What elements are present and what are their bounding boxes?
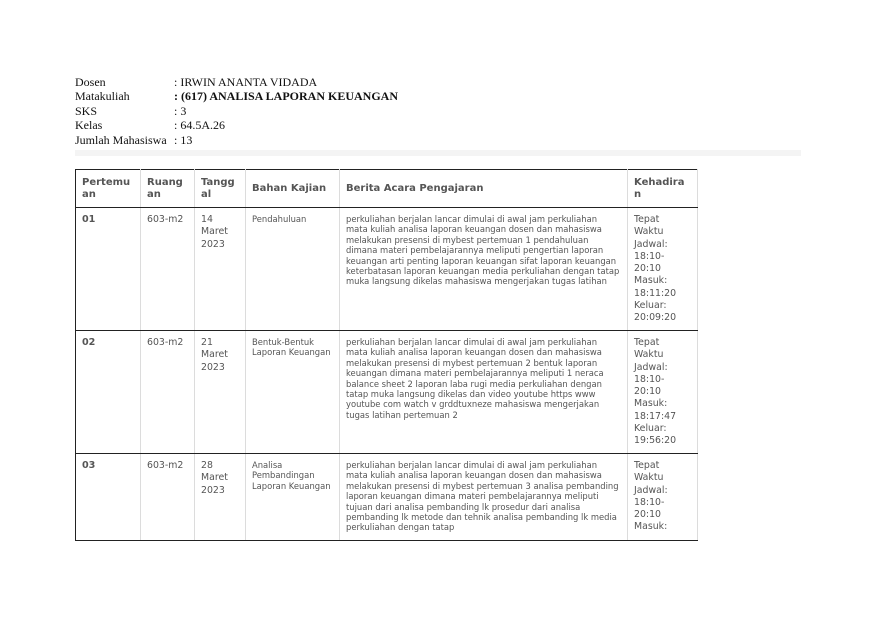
info-label: Kelas [75, 118, 103, 133]
cell-tanggal: 21 Maret 2023 [195, 331, 246, 454]
header-pertemuan: Pertemuan [76, 170, 141, 208]
header-bahan-kajian: Bahan Kajian [246, 170, 340, 208]
kehadiran-keluar: Keluar: 20:09:20 [634, 300, 677, 324]
cell-kehadiran [628, 331, 698, 454]
kehadiran-masuk: Masuk: 18:17:47 [634, 398, 677, 422]
info-value: : (617) ANALISA LAPORAN KEUANGAN [174, 89, 399, 104]
kehadiran-status: Tepat Waktu [634, 214, 664, 238]
kehadiran-jadwal: Jadwal: 18:10-20:10 [634, 238, 668, 275]
cell-ruangan: 603-m2 [141, 454, 195, 541]
info-row-kelas [75, 118, 398, 132]
cell-bahan-kajian: Pendahuluan [246, 208, 340, 331]
kehadiran-jadwal: Jadwal: 18:10-20:10 [634, 484, 668, 521]
kehadiran-status: Tepat Waktu [634, 337, 664, 361]
cell-berita-acara: perkuliahan berjalan lancar dimulai di awal jam perkuliahan mata kuliah analisa laporan keuangan dosen dan mahasiswa melakukan presensi di mybest pertemuan 2 bentuk laporan keuangan dimana materi pembelajarannya meliputi 1 neraca balance sheet 2 laporan laba rugi media perkuliahan dengan tatap muka langsung dikelas dan video youtube https www youtube com watch v grddtuxneze mahasiswa mengerjakan tugas latihan pertemuan 2 [340, 331, 628, 454]
table-row [76, 331, 698, 454]
divider [75, 150, 801, 156]
info-value: : 64.5A.26 [174, 118, 225, 133]
table-header-row [76, 170, 698, 208]
info-label: Jumlah Mahasiswa [75, 132, 167, 147]
table-row [76, 454, 698, 541]
header-tanggal: Tanggal [195, 170, 246, 208]
cell-pertemuan: 02 [76, 331, 141, 454]
info-row-dosen [75, 75, 398, 89]
info-label: Matakuliah [75, 89, 130, 104]
cell-bahan-kajian: Analisa Pembandingan Laporan Keuangan [246, 454, 340, 541]
info-row-matakuliah [75, 89, 398, 103]
info-value: : 13 [174, 132, 193, 147]
cell-pertemuan: 03 [76, 454, 141, 541]
info-row-sks [75, 104, 398, 118]
header-berita-acara: Berita Acara Pengajaran [340, 170, 628, 208]
cell-tanggal: 28 Maret 2023 [195, 454, 246, 541]
kehadiran-status: Tepat Waktu [634, 460, 664, 484]
kehadiran-masuk: Masuk: 18:11:20 [634, 275, 677, 299]
berita-acara-table [75, 169, 698, 541]
cell-ruangan: 603-m2 [141, 208, 195, 331]
header-ruangan: Ruangan [141, 170, 195, 208]
cell-bahan-kajian: Bentuk-Bentuk Laporan Keuangan [246, 331, 340, 454]
header-kehadiran: Kehadiran [628, 170, 698, 208]
cell-kehadiran [628, 454, 698, 541]
info-label: SKS [75, 103, 98, 118]
cell-berita-acara: perkuliahan berjalan lancar dimulai di awal jam perkuliahan mata kuliah analisa laporan keuangan dosen dan mahasiswa melakukan presensi di mybest pertemuan 1 pendahuluan dimana materi pembelajarannya meliputi pengertian laporan keuangan arti penting laporan keuangan sifat laporan keuangan keterbatasan laporan keuangan media perkuliahan dengan tatap muka langsung dikelas mahasiswa mengerjakan tugas latihan [340, 208, 628, 331]
course-info [75, 75, 398, 147]
kehadiran-keluar: Keluar: 19:56:20 [634, 423, 677, 447]
cell-ruangan: 603-m2 [141, 331, 195, 454]
info-row-jumlah-mahasiswa [75, 133, 398, 147]
cell-pertemuan: 01 [76, 208, 141, 331]
info-value: : IRWIN ANANTA VIDADA [174, 75, 318, 89]
info-value: : 3 [174, 103, 187, 118]
cell-berita-acara: perkuliahan berjalan lancar dimulai di awal jam perkuliahan mata kuliah analisa laporan keuangan dosen dan mahasiswa melakukan presensi di mybest pertemuan 3 analisa pembanding laporan keuangan dimana materi pembelajarannya meliputi tujuan dari analisa pembanding lk prosedur dari analisa pembanding lk metode dan tehnik analisa pembanding lk media perkuliahan dengan tatap [340, 454, 628, 541]
kehadiran-masuk: Masuk: [634, 521, 668, 533]
cell-kehadiran [628, 208, 698, 331]
table-row [76, 208, 698, 331]
info-label: Dosen [75, 75, 106, 89]
kehadiran-jadwal: Jadwal: 18:10-20:10 [634, 361, 668, 398]
cell-tanggal: 14 Maret 2023 [195, 208, 246, 331]
